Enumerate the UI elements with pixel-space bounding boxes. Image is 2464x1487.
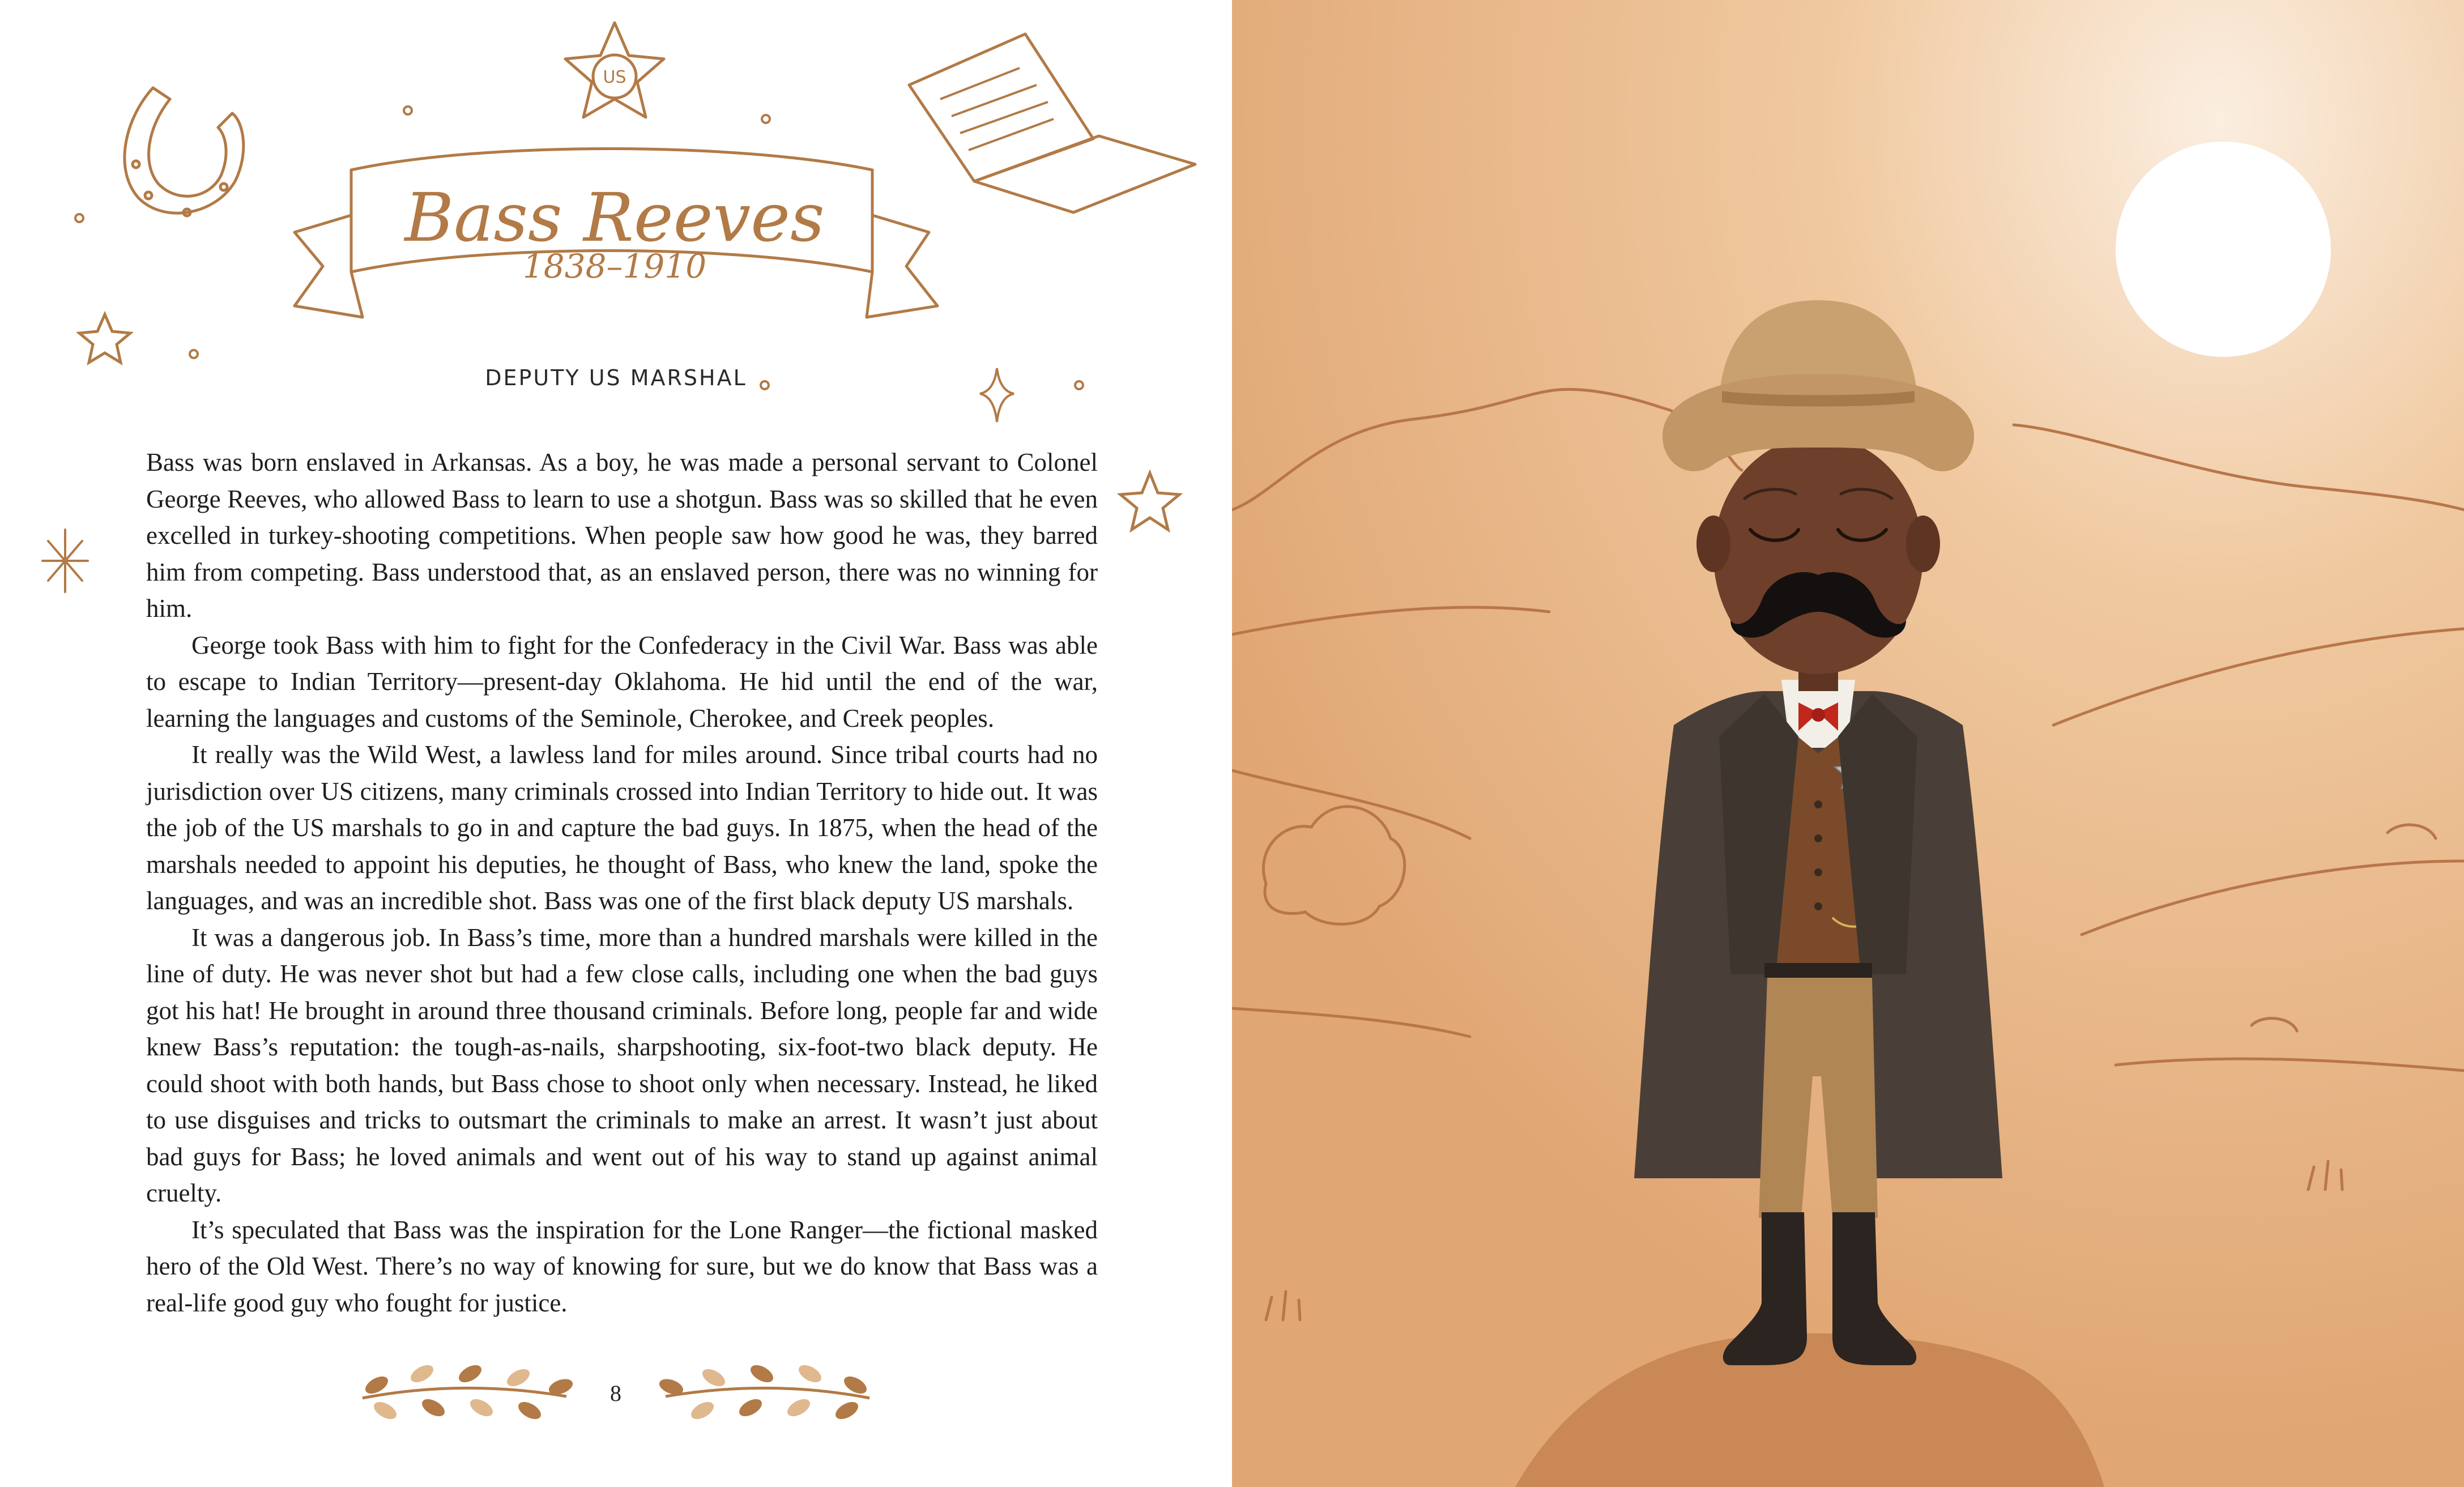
ear-right <box>1906 515 1940 572</box>
ear-left <box>1696 515 1730 572</box>
horseshoe-icon <box>125 88 244 216</box>
body-text <box>146 444 1098 1321</box>
page-number: 8 <box>610 1381 621 1406</box>
laurel-ornament-left <box>363 1362 575 1423</box>
paragraph: It really was the Wild West, a lawless land for miles around. Since tribal courts had no jurisdiction over US citizens, many criminals crossed into Indian Territory to hide out. It was the job of the US marshals to go in and capture the bad guys. In 1875, when the head of the marshals needed to appoint his deputies, he thought of Bass, who knew the land, spoke the languages, and was an incredible shot. Bass was one of the first black deputy US marshals. <box>146 740 1098 915</box>
right-page-illustration <box>1232 0 2464 1487</box>
badge-label: US <box>603 67 626 87</box>
paragraph: Bass was born enslaved in Arkansas. As a boy, he was made a personal servant to Colonel George Reeves, who allowed Bass to learn to use a shotgun. Bass was so skilled that he even excelled in turkey-shooting competitions. When people saw how good he was, they barred him from competing. Bass understood that, as an enslaved person, there was no winning for him. <box>146 448 1098 623</box>
title-years: 1838–1910 <box>522 247 707 286</box>
face <box>1713 436 1923 674</box>
star-icon <box>1120 473 1179 530</box>
letter-icon <box>909 34 1195 212</box>
paragraph: It’s speculated that Bass was the inspiration for the Lone Ranger—the fictional masked hero of the Old West. There’s no way of knowing for sure, but we do know that Bass was a real-life good guy who fought for justice. <box>146 1215 1098 1317</box>
starburst-icon <box>42 530 88 592</box>
sun <box>2116 142 2331 357</box>
belt <box>1764 963 1872 978</box>
bass-reeves-illustration <box>1232 0 2464 1487</box>
paragraph: George took Bass with him to fight for the Confederacy in the Civil War. Bass was able to escape to Indian Territory—present-day Oklahoma. He hid until the end of the war, learning the languages and customs of the Seminole, Cherokee, and Creek peoples. <box>146 630 1098 732</box>
laurel-ornament-right <box>657 1362 869 1423</box>
title-name: Bass Reeves <box>404 178 825 257</box>
bowtie-knot <box>1811 708 1825 722</box>
subtitle: DEPUTY US MARSHAL <box>485 365 747 390</box>
star-icon <box>79 314 130 363</box>
paragraph: It was a dangerous job. In Bass’s time, more than a hundred marshals were killed in the line of duty. He was never shot but had a few close calls, including one when the bad guys got his hat! He brought in around three thousand criminals. Before long, people far and wide knew Bass’s reputation: the tough-as-nails, sharpshooting, six-foot-two black deputy. He could shoot with both hands, but Bass chose to shoot only when necessary. Instead, he liked to use disguises and tricks to outsmart the criminals to make an arrest. It wasn’t just about bad guys for Bass; he loved animals and went out of his way to stand up against animal cruelty. <box>146 923 1098 1207</box>
